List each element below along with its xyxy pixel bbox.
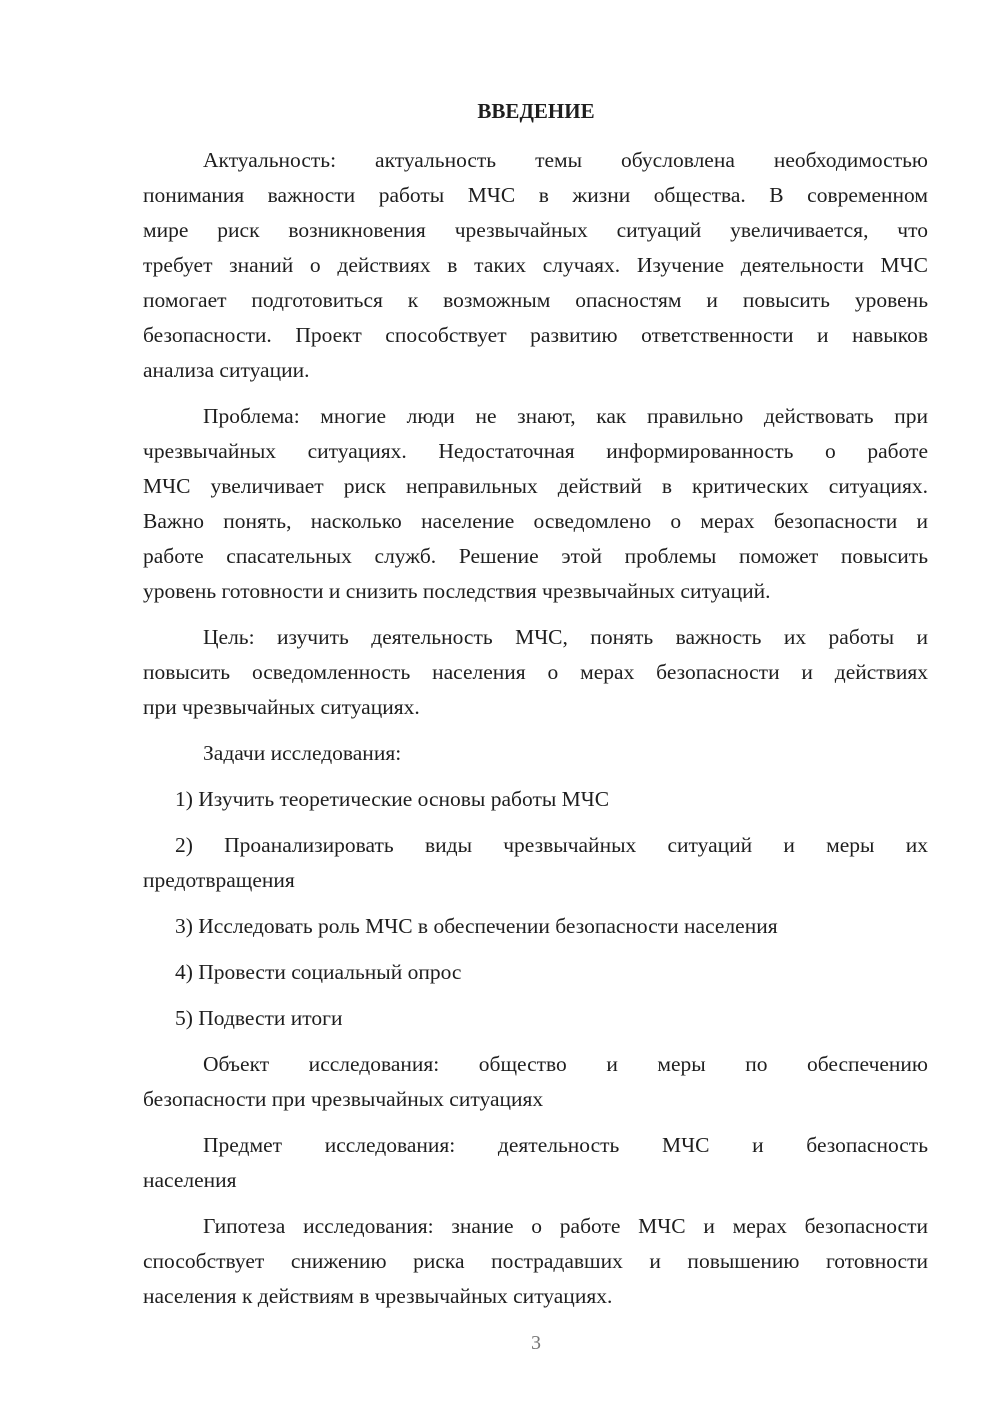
list-item (143, 782, 928, 817)
text-line: чрезвычайных ситуациях. Недостаточная информированность о работе (143, 439, 928, 463)
text-line: Важно понять, насколько население осведомлено о мерах безопасности и (143, 509, 928, 533)
paragraph (143, 1128, 928, 1198)
text-line: 1) Изучить теоретические основы работы МЧС (175, 787, 610, 811)
text-line: Объект исследования: общество и меры по обеспечению (203, 1052, 928, 1076)
paragraph (143, 1209, 928, 1314)
text-line: Гипотеза исследования: знание о работе МЧС и мерах безопасности (203, 1214, 928, 1238)
paragraph (143, 1047, 928, 1117)
text-line: Предмет исследования: деятельность МЧС и безопасность (203, 1133, 928, 1157)
list-item (143, 909, 928, 944)
text-line: 4) Провести социальный опрос (175, 960, 462, 984)
text-line: работе спасательных служб. Решение этой проблемы поможет повысить (143, 544, 928, 568)
text-line: способствует снижению риска пострадавших и повышению готовности (143, 1249, 928, 1273)
text-line: 2) Проанализировать виды чрезвычайных ситуаций и меры их (175, 833, 928, 857)
list-item (143, 1001, 928, 1036)
paragraph (143, 620, 928, 725)
text-line: повысить осведомленность населения о мерах безопасности и действиях (143, 660, 928, 684)
list-item (143, 828, 928, 898)
text-line: 5) Подвести итоги (175, 1006, 343, 1030)
paragraph (143, 143, 928, 388)
page-title: ВВЕДЕНИЕ (477, 99, 595, 123)
text-line: безопасности при чрезвычайных ситуациях (143, 1087, 544, 1111)
text-line: помогает подготовиться к возможным опасностям и повысить уровень (143, 288, 928, 312)
text-line: предотвращения (143, 868, 295, 892)
paragraph (143, 736, 928, 771)
text-line: населения (143, 1168, 237, 1192)
text-line: Цель: изучить деятельность МЧС, понять важность их работы и (203, 625, 928, 649)
paragraph (143, 399, 928, 609)
page-number: 3 (531, 1332, 541, 1354)
text-line: Проблема: многие люди не знают, как правильно действовать при (203, 404, 928, 428)
text-line: Задачи исследования: (203, 741, 402, 765)
text-line: понимания важности работы МЧС в жизни общества. В современном (143, 183, 928, 207)
text-line: МЧС увеличивает риск неправильных действий в критических ситуациях. (143, 474, 928, 498)
text-line: безопасности. Проект способствует развитию ответственности и навыков (143, 323, 928, 347)
document-body (143, 143, 928, 1325)
list-item (143, 955, 928, 990)
text-line: уровень готовности и снизить последствия чрезвычайных ситуаций. (143, 579, 771, 603)
text-line: населения к действиям в чрезвычайных ситуациях. (143, 1284, 613, 1308)
text-line: Актуальность: актуальность темы обусловлена необходимостью (203, 148, 928, 172)
text-line: требует знаний о действиях в таких случаях. Изучение деятельности МЧС (143, 253, 928, 277)
text-line: при чрезвычайных ситуациях. (143, 695, 420, 719)
text-line: 3) Исследовать роль МЧС в обеспечении безопасности населения (175, 914, 778, 938)
text-line: анализа ситуации. (143, 358, 310, 382)
text-line: мире риск возникновения чрезвычайных ситуаций увеличивается, что (143, 218, 928, 242)
